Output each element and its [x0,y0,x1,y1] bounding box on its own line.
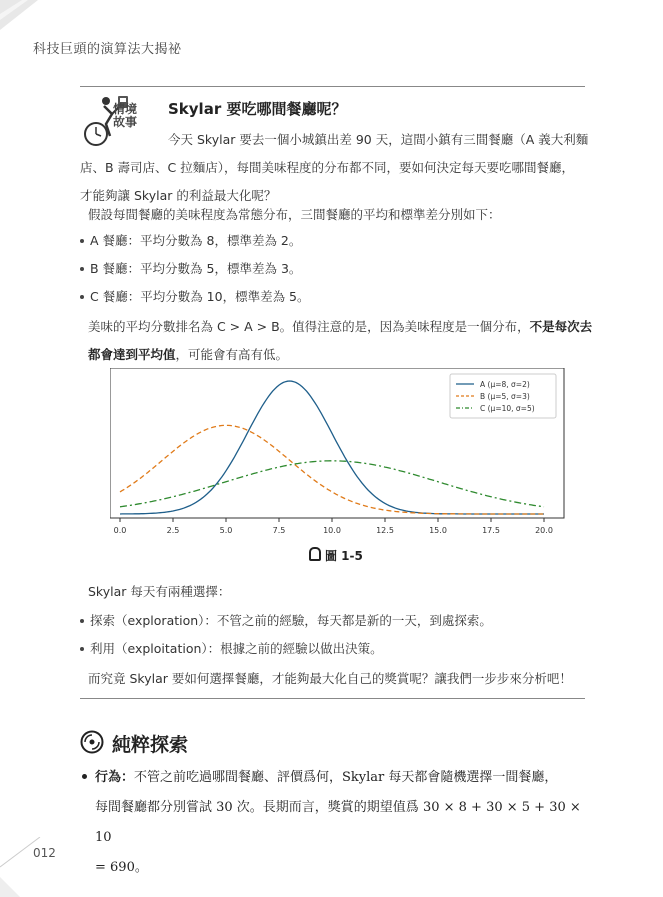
question-text: 而究竟 Skylar 要如何選擇餐廳，才能夠最大化自己的獎賞呢？讓我們一步步來分析吧！ [88,671,572,686]
restaurant-list [80,227,590,311]
choice-list [80,607,590,663]
action-paragraph: 行為：不管之前吃過哪間餐廳、評價爲何，Skylar 每天都會隨機選擇一間餐廳， 每間餐廳都分別嘗試 30 次。長期而言，獎賞的期望值爲 30 × 8 + 30 × 5 + 30 × 10 = 690。 [80,763,590,883]
ranking-text: 美味的平均分數排名為 C > A > B。值得注意的是，因為美味程度是一個分布，不是每次去 都會達到平均值，可能會有高有低。 [88,319,593,362]
story-bottom-divider [80,698,585,699]
list-item: B 餐廳：平均分數為 5，標準差為 3。 [80,255,590,283]
page-number: 012 [33,846,56,860]
list-item: A 餐廳：平均分數為 8，標準差為 2。 [80,227,590,255]
legend-label: C (μ=10, σ=5) [480,404,535,413]
story-intro: 今天 Skylar 要去一個小城鎮出差 90 天，這間小鎮有三間餐廳（A 義大利麵 店、B 壽司店、C 拉麵店），每間美味程度的分布都不同，要如何決定每天要吃哪間餐廳， 才能夠讓 Skylar 的利益最大化呢？ [80,132,589,203]
story-top-divider [80,86,585,87]
distribution-chart [110,368,565,538]
legend-label: A (μ=8, σ=2) [480,380,530,389]
list-item: 探索（exploration）：不管之前的經驗，每天都是新的一天，到處探索。 [80,607,590,635]
assumption-text: 假設每間餐廳的美味程度為常態分布，三間餐廳的平均和標準差分別如下： [88,207,501,222]
running-title: 科技巨頭的演算法大揭祕 [33,42,182,57]
figure-icon [309,547,321,561]
figure-caption: 圖 1-5 [309,547,363,564]
x-tick-label: 2.5 [166,526,180,535]
section-disc-icon [80,730,104,754]
corner-decoration [0,0,60,40]
legend-label: B (μ=5, σ=3) [480,392,530,401]
bullet-dot [82,774,87,779]
story-tag: 情境 故事 [113,102,138,129]
list-item: C 餐廳：平均分數為 10，標準差為 5。 [80,283,590,311]
x-tick-label: 15.0 [429,526,447,535]
x-tick-label: 17.5 [482,526,500,535]
x-tick-label: 7.5 [272,526,286,535]
x-tick-label: 12.5 [376,526,394,535]
x-tick-label: 5.0 [219,526,233,535]
story-title: Skylar 要吃哪間餐廳呢？ [168,100,347,118]
list-item: 利用（exploitation）：根據之前的經驗以做出決策。 [80,635,590,663]
x-tick-label: 20.0 [535,526,553,535]
x-tick-label: 10.0 [323,526,341,535]
choices-intro: Skylar 每天有兩種選擇： [88,584,231,599]
section-title: 純粹探索 [112,734,189,756]
x-tick-label: 0.0 [113,526,127,535]
